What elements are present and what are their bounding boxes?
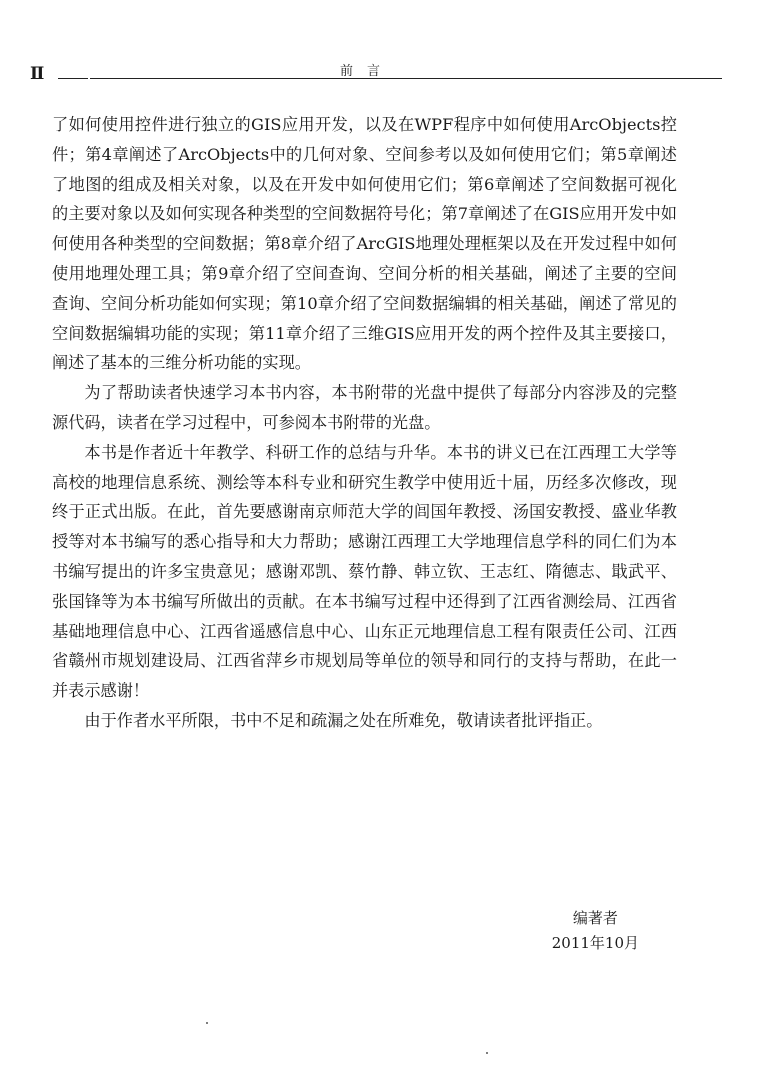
signature-date: 2011年10月 <box>551 934 639 952</box>
scan-speck <box>486 1052 488 1054</box>
running-head: 前言 <box>340 64 395 79</box>
paragraph-continued: 了如何使用控件进行独立的GIS应用开发，以及在WPF程序中如何使用ArcObjects控件；第4章阐述了ArcObjects中的几何对象、空间参考以及如何使用它们；第5章阐述了地图的组成及相关对象，以及在开发中如何使用它们；第6章阐述了空间数据可视化的主要对象以及如何实现各种类型的空间数据符号化；第7章阐述了在GIS应用开发中如何使用各种类型的空间数据；第8章介绍了ArcGIS地理处理框架以及在开发过程中如何使用地理处理工具；第9章介绍了空间查询、空间分析的相关基础，阐述了主要的空间查询、空间分析功能如何实现；第10章介绍了空间数据编辑的相关基础，阐述了常见的空间数据编辑功能的实现；第11章介绍了三维GIS应用开发的两个控件及其主要接口，阐述了基本的三维分析功能的实现。 <box>52 115 677 373</box>
paragraph: 本书是作者近十年教学、科研工作的总结与升华。本书的讲义已在江西理工大学等高校的地理信息系统、测绘等本科专业和研究生教学中使用近十届，历经多次修改，现终于正式出版。在此，首先要感谢南京师范大学的闾国年教授、汤国安教授、盛业华教授等对本书编写的悉心指导和大力帮助；感谢江西理工大学地理信息学科的同仁们为本书编写提出的许多宝贵意见；感谢邓凯、蔡竹静、韩立钦、王志红、隋德志、戢武平、张国锋等为本书编写所做出的贡献。在本书编写过程中还得到了江西省测绘局、江西省基础地理信息中心、江西省遥感信息中心、山东正元地理信息工程有限责任公司、江西省赣州市规划建设局、江西省萍乡市规划局等单位的领导和同行的支持与帮助，在此一并表示感谢！ <box>52 442 677 701</box>
scan-speck <box>206 1022 208 1024</box>
signature-block <box>552 906 639 956</box>
paragraph: 由于作者水平所限，书中不足和疏漏之处在所难免，敬请读者批评指正。 <box>84 710 603 730</box>
header-rule <box>90 78 722 79</box>
signature-author: 编著者 <box>572 909 618 927</box>
paragraph: 为了帮助读者快速学习本书内容，本书附带的光盘中提供了每部分内容涉及的完整源代码，读者在学习过程中，可参阅本书附带的光盘。 <box>52 383 677 432</box>
header-rule-short <box>58 78 88 79</box>
body-text <box>52 110 677 736</box>
page-number: Ⅱ <box>30 64 44 83</box>
